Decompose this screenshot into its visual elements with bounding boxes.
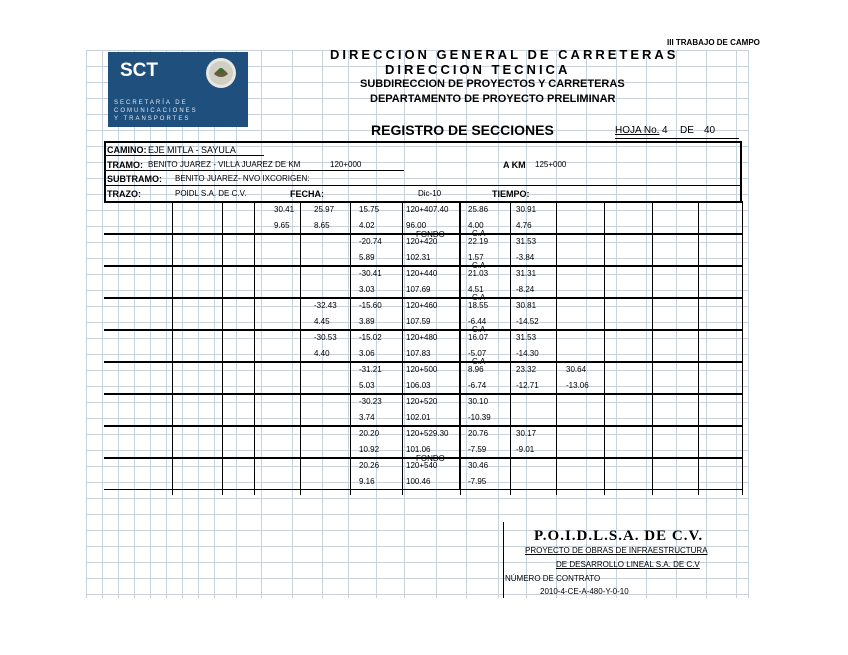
value-cell-c: -30.41 — [359, 269, 382, 278]
value-cell-d: 30.10 — [468, 397, 489, 406]
grid-vline — [102, 50, 103, 598]
value-cell-d: -7.95 — [468, 477, 487, 486]
tramo-value: BENITO JUAREZ - VILLA JUAREZ DE KM — [148, 160, 301, 169]
value-cell-c: 3.74 — [359, 413, 375, 422]
value-cell-b: 4.45 — [314, 317, 330, 326]
trazo-line — [104, 185, 742, 186]
value-cell-b: -32.43 — [314, 301, 337, 310]
sct-logo — [108, 52, 248, 127]
value-cell-d: 25.86 — [468, 205, 489, 214]
value-cell-e: -3.84 — [516, 253, 535, 262]
logo-acronym: SCT — [120, 60, 158, 81]
fondo-note: FONDO — [416, 454, 445, 463]
value-cell-b: 4.40 — [314, 349, 330, 358]
station-cell: 120+500 — [406, 365, 438, 374]
trazo-label: TRAZO: — [107, 189, 141, 199]
value-cell-f: 30.64 — [566, 365, 587, 374]
table-column-rule — [300, 201, 301, 495]
value-cell-e: 23.32 — [516, 365, 537, 374]
table-column-rule — [698, 201, 699, 495]
sections-table — [104, 201, 742, 521]
station-cell: 102.01 — [406, 413, 431, 422]
sheet-underline — [615, 138, 739, 139]
value-cell-c: 3.89 — [359, 317, 375, 326]
header-title3: SUBDIRECCION DE PROYECTOS Y CARRETERAS — [360, 78, 625, 90]
value-cell-e: -12.71 — [516, 381, 539, 390]
value-cell-e: 31.53 — [516, 237, 537, 246]
header-title2: DIRECCION TECNICA — [385, 62, 571, 77]
value-cell-d: 1.57 — [468, 253, 484, 262]
station-cell: 100.46 — [406, 477, 431, 486]
tramo-label: TRAMO: — [107, 160, 143, 170]
contract-number: 2010-4-CE-A-480-Y-0-10 — [540, 587, 629, 596]
value-cell-d: 30.46 — [468, 461, 489, 470]
station-cell: 106.03 — [406, 381, 431, 390]
value-cell-c: -20.74 — [359, 237, 382, 246]
value-cell-c: 3.06 — [359, 349, 375, 358]
fecha-value: Dic-10 — [418, 189, 442, 198]
table-column-rule — [350, 201, 351, 495]
sheet-number: 4 — [662, 125, 668, 136]
value-cell-b: 25.97 — [314, 205, 335, 214]
value-cell-d: -5.07 — [468, 349, 487, 358]
corner-label: III TRABAJO DE CAMPO — [667, 38, 760, 47]
footer-divider — [503, 522, 744, 598]
table-column-rule — [652, 201, 653, 495]
value-cell-d: 8.96 — [468, 365, 484, 374]
value-cell-c: 5.03 — [359, 381, 375, 390]
value-cell-e: 4.76 — [516, 221, 532, 230]
table-column-rule — [742, 201, 743, 495]
table-column-rule — [604, 201, 605, 495]
eagle-seal-icon — [206, 58, 236, 88]
station-cell: 120+407.40 — [406, 205, 449, 214]
logo-line2: COMUNICACIONES — [114, 108, 198, 114]
contract-label: NÚMERO DE CONTRATO — [505, 574, 601, 583]
value-cell-e: 30.91 — [516, 205, 537, 214]
value-cell-e: -9.01 — [516, 445, 535, 454]
value-cell-c: 4.02 — [359, 221, 375, 230]
value-cell-b: 8.65 — [314, 221, 330, 230]
grid-vline — [86, 50, 87, 598]
sheet-of: DE — [680, 125, 694, 136]
value-cell-c: -31.21 — [359, 365, 382, 374]
value-cell-d: -7.59 — [468, 445, 487, 454]
value-cell-e: -14.52 — [516, 317, 539, 326]
station-cell: 107.83 — [406, 349, 431, 358]
value-cell-c: -30.23 — [359, 397, 382, 406]
ca-marker: C.A — [472, 261, 486, 270]
ca-marker: C.A — [472, 293, 486, 302]
value-cell-d: -6.74 — [468, 381, 487, 390]
sheet-label: HOJA No. — [615, 125, 660, 136]
header-title1: DIRECCION GENERAL DE CARRETERAS — [330, 47, 679, 62]
table-column-rule — [460, 201, 461, 495]
value-cell-d: 21.03 — [468, 269, 489, 278]
station-cell: 96.00 — [406, 221, 427, 230]
footer-line2: DE DESARROLLO LINEAL S.A. DE C.V — [556, 560, 700, 569]
logo-line1: SECRETARÍA DE — [114, 100, 188, 106]
subtramo-value: BENITO JUAREZ- NVO IXCORIGEN: — [175, 174, 310, 183]
value-cell-d: -6.44 — [468, 317, 487, 326]
a-km-label: A KM — [503, 160, 526, 170]
logo-line3: Y TRANSPORTES — [114, 116, 191, 122]
station-cell: 107.69 — [406, 285, 431, 294]
value-cell-e: 30.17 — [516, 429, 537, 438]
station-cell: 101.06 — [406, 445, 431, 454]
station-cell: 120+420 — [406, 237, 438, 246]
value-cell-e: -8.24 — [516, 285, 535, 294]
value-cell-e: 31.31 — [516, 269, 537, 278]
value-cell-c: 9.16 — [359, 477, 375, 486]
station-cell: 120+540 — [406, 461, 438, 470]
value-cell-d: 16.07 — [468, 333, 489, 342]
value-cell-d: 4.00 — [468, 221, 484, 230]
ca-marker: C.A — [472, 229, 486, 238]
grid-vline — [748, 50, 749, 598]
footer-company: P.O.I.D.L.S.A. DE C.V. — [534, 528, 704, 544]
tiempo-label: TIEMPO: — [492, 189, 530, 199]
station-cell: 107.59 — [406, 317, 431, 326]
table-column-rule — [402, 201, 403, 495]
tramo-line — [104, 170, 404, 171]
fondo-note: FONDO — [416, 230, 445, 239]
value-cell-e: -14.30 — [516, 349, 539, 358]
table-column-rule — [254, 201, 255, 495]
value-cell-d: 4.51 — [468, 285, 484, 294]
value-cell-c: 5.89 — [359, 253, 375, 262]
value-cell-f: -13.06 — [566, 381, 589, 390]
subtramo-label: SUBTRAMO: — [107, 174, 162, 184]
table-column-rule — [222, 201, 223, 495]
value-cell-a: 30.41 — [274, 205, 295, 214]
footer-line1: PROYECTO DE OBRAS DE INFRAESTRUCTURA — [525, 546, 708, 555]
tramo-km: 120+000 — [330, 160, 362, 169]
value-cell-c: 3.03 — [359, 285, 375, 294]
value-cell-d: -10.39 — [468, 413, 491, 422]
camino-label: CAMINO: — [107, 145, 147, 155]
ca-marker: C.A — [472, 357, 486, 366]
value-cell-a: 9.65 — [274, 221, 290, 230]
value-cell-c: -15.60 — [359, 301, 382, 310]
value-cell-c: 15.75 — [359, 205, 380, 214]
station-cell: 120+440 — [406, 269, 438, 278]
station-cell: 102.31 — [406, 253, 431, 262]
value-cell-c: -15.02 — [359, 333, 382, 342]
value-cell-e: 31.53 — [516, 333, 537, 342]
registry-title: REGISTRO DE SECCIONES — [371, 122, 554, 138]
value-cell-c: 20.20 — [359, 429, 380, 438]
value-cell-c: 20.26 — [359, 461, 380, 470]
value-cell-d: 18.55 — [468, 301, 489, 310]
ca-marker: C.A — [472, 325, 486, 334]
value-cell-c: 10.92 — [359, 445, 380, 454]
value-cell-b: -30.53 — [314, 333, 337, 342]
station-cell: 120+520 — [406, 397, 438, 406]
value-cell-d: 20.76 — [468, 429, 489, 438]
value-cell-d: 22.19 — [468, 237, 489, 246]
value-cell-e: 30.81 — [516, 301, 537, 310]
station-cell: 120+529.30 — [406, 429, 449, 438]
table-column-rule — [556, 201, 557, 495]
camino-value: EJE MITLA - SAYULA — [148, 145, 236, 155]
fecha-label: FECHA: — [290, 189, 324, 199]
station-cell: 120+480 — [406, 333, 438, 342]
header-title4: DEPARTAMENTO DE PROYECTO PRELIMINAR — [370, 93, 616, 105]
table-column-rule — [510, 201, 511, 495]
sheet-total: 40 — [704, 125, 716, 136]
table-column-rule — [172, 201, 173, 495]
trazo-value: POIDL S.A. DE C.V. — [175, 189, 247, 198]
station-cell: 120+460 — [406, 301, 438, 310]
a-km-value: 125+000 — [535, 160, 567, 169]
